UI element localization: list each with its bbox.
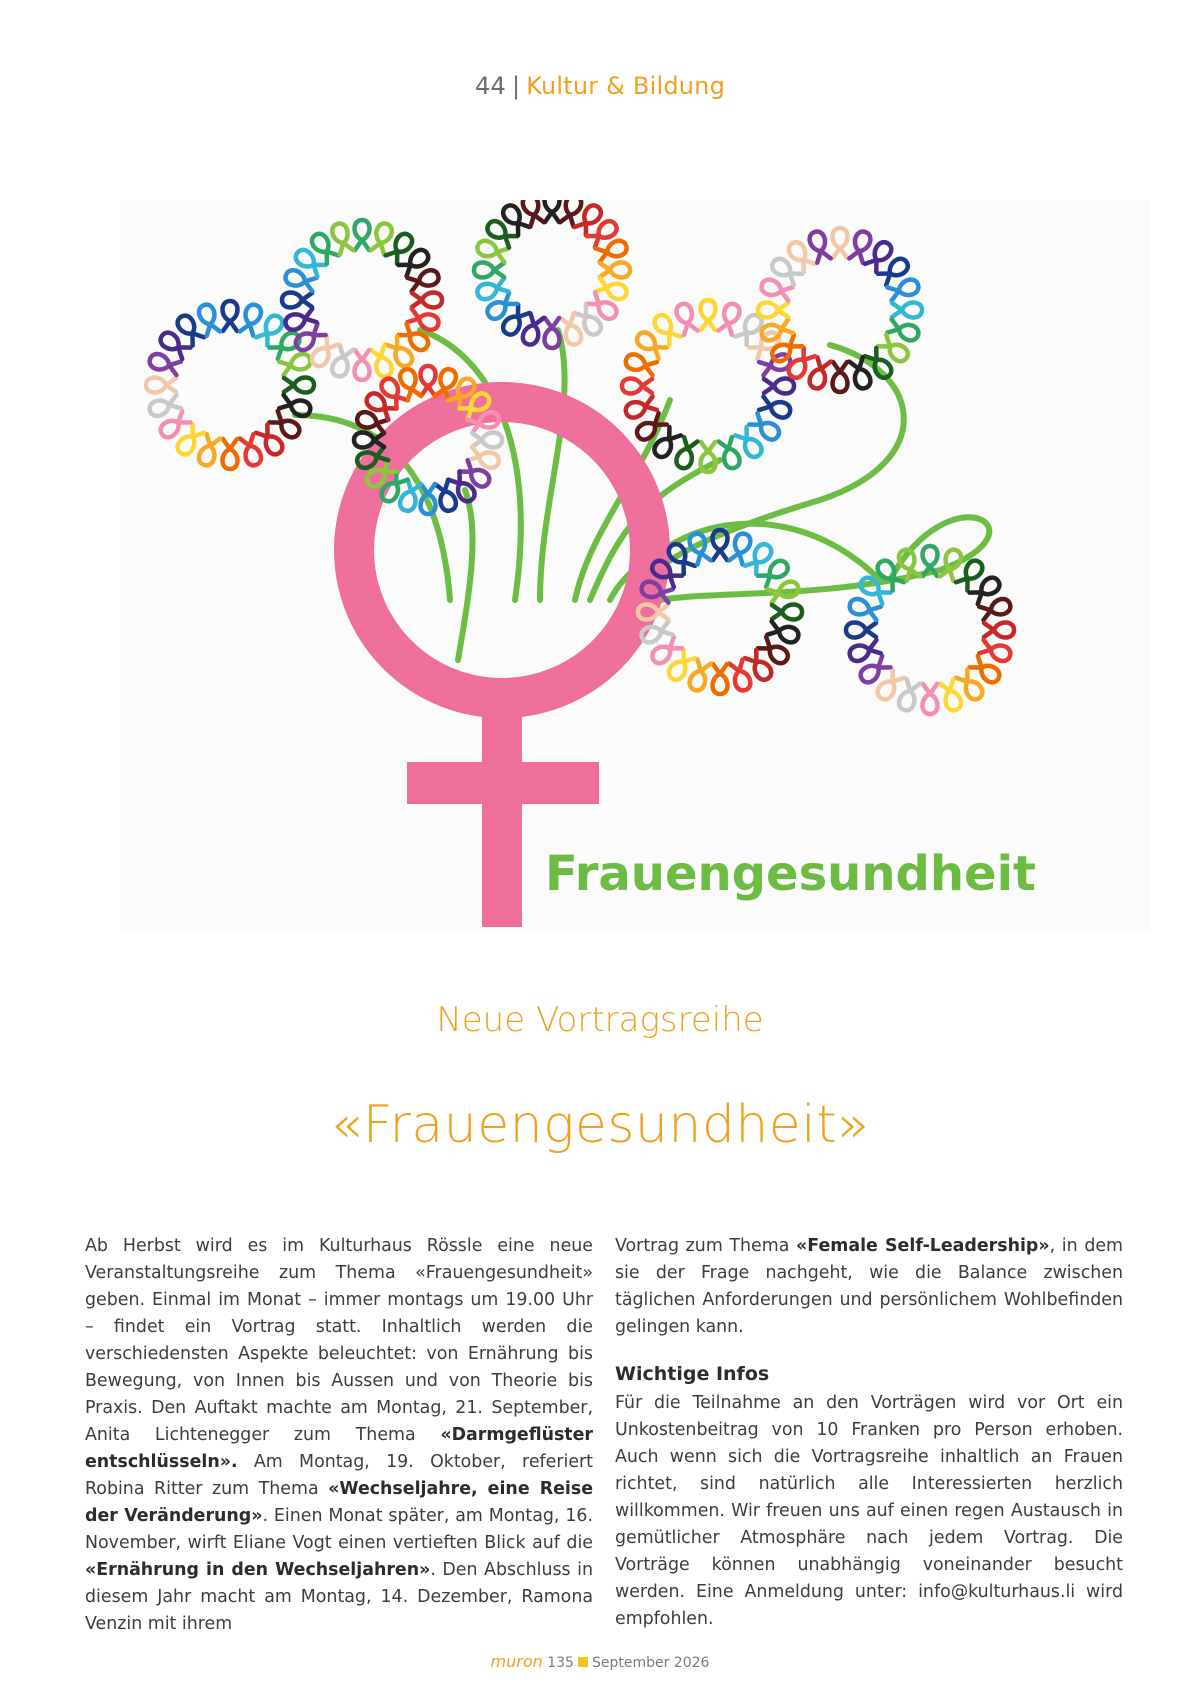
issue-number: 135 [547, 1655, 574, 1671]
magazine-name: muron [490, 1652, 543, 1671]
footer-square-icon [578, 1657, 588, 1667]
lecture-title-3: «Ernährung in den Wechseljahren» [85, 1560, 431, 1580]
illustration-caption: Frauengesundheit [545, 846, 1036, 902]
body-text: . Den Abschluss in diesem Jahr macht am Montag, 14. Dezember, Ramona Venzin mit ihrem [85, 1560, 593, 1634]
intro-paragraph [85, 1233, 593, 1638]
info-subheading: Wichtige Infos [615, 1363, 770, 1385]
venus-crossbar [407, 762, 599, 804]
illustration-svg [120, 200, 1150, 930]
body-text: , in dem sie der Frage nachgeht, wie die Balance zwischen täglichen Anforderungen und persönlichem Wohlbefinden gelingen kann. [615, 1236, 1123, 1337]
issue-date: September 2026 [591, 1655, 710, 1671]
page-header [0, 72, 1200, 100]
body-text: Vortrag zum Thema [615, 1236, 797, 1256]
venus-stem [482, 695, 522, 927]
info-paragraph: Für die Teilnahme an den Vorträgen wird vor Ort ein Unkostenbeitrag von 10 Franken pro Person erhoben. Auch wenn sich die Vortragsreihe inhaltlich an Frauen richtet, sind natürlich alle Interessierten herzlich willkommen. Wir freuen uns auf einen regen Austausch in gemütlicher Atmosphäre nach jedem Vortrag. Die Vorträge können unabhängig voneinander besucht werden. Eine Anmeldung unter: info@kulturhaus.li wird empfohlen. [615, 1393, 1123, 1629]
body-text: . Einen Monat später, am Montag, 16. November, wirft Eliane Vogt einen vertieften Blick auf die [85, 1506, 593, 1553]
header-separator: | [511, 72, 521, 100]
article-headline: «Frauengesundheit» [330, 1095, 870, 1155]
body-text: Ab Herbst wird es im Kulturhaus Rössle eine neue Veranstaltungsreihe zum Thema «Frauengesundheit» geben. Einmal im Monat – immer montags um 19.00 Uhr – findet ein Vortrag statt. Inhaltlich werden die verschiedensten Aspekte beleuchtet: von Ernährung bis Bewegung, von Innen bis Aussen und von Theorie bis Praxis. Den Auftakt machte am Montag, 21. September, Anita Lichtenegger zum Thema [85, 1236, 593, 1445]
lecture-title-4: «Female Self-Leadership» [796, 1236, 1050, 1256]
article-column-right [615, 1233, 1123, 1633]
continuation-paragraph [615, 1233, 1123, 1341]
page-number: 44 [474, 72, 506, 100]
page-footer [0, 1652, 1200, 1671]
article-column-left [85, 1233, 593, 1638]
lecture-title-2: «Wechseljahre, eine Reise der Veränderung» [85, 1479, 593, 1526]
article-kicker: Neue Vortragsreihe [436, 1000, 764, 1040]
section-name: Kultur & Bildung [526, 72, 726, 100]
frauengesundheit-illustration [120, 200, 1150, 930]
lecture-title-1: «Darmgeflüster entschlüsseln». [85, 1425, 593, 1472]
body-text: Am Montag, 19. Oktober, referiert Robina Ritter zum Thema [85, 1452, 593, 1499]
